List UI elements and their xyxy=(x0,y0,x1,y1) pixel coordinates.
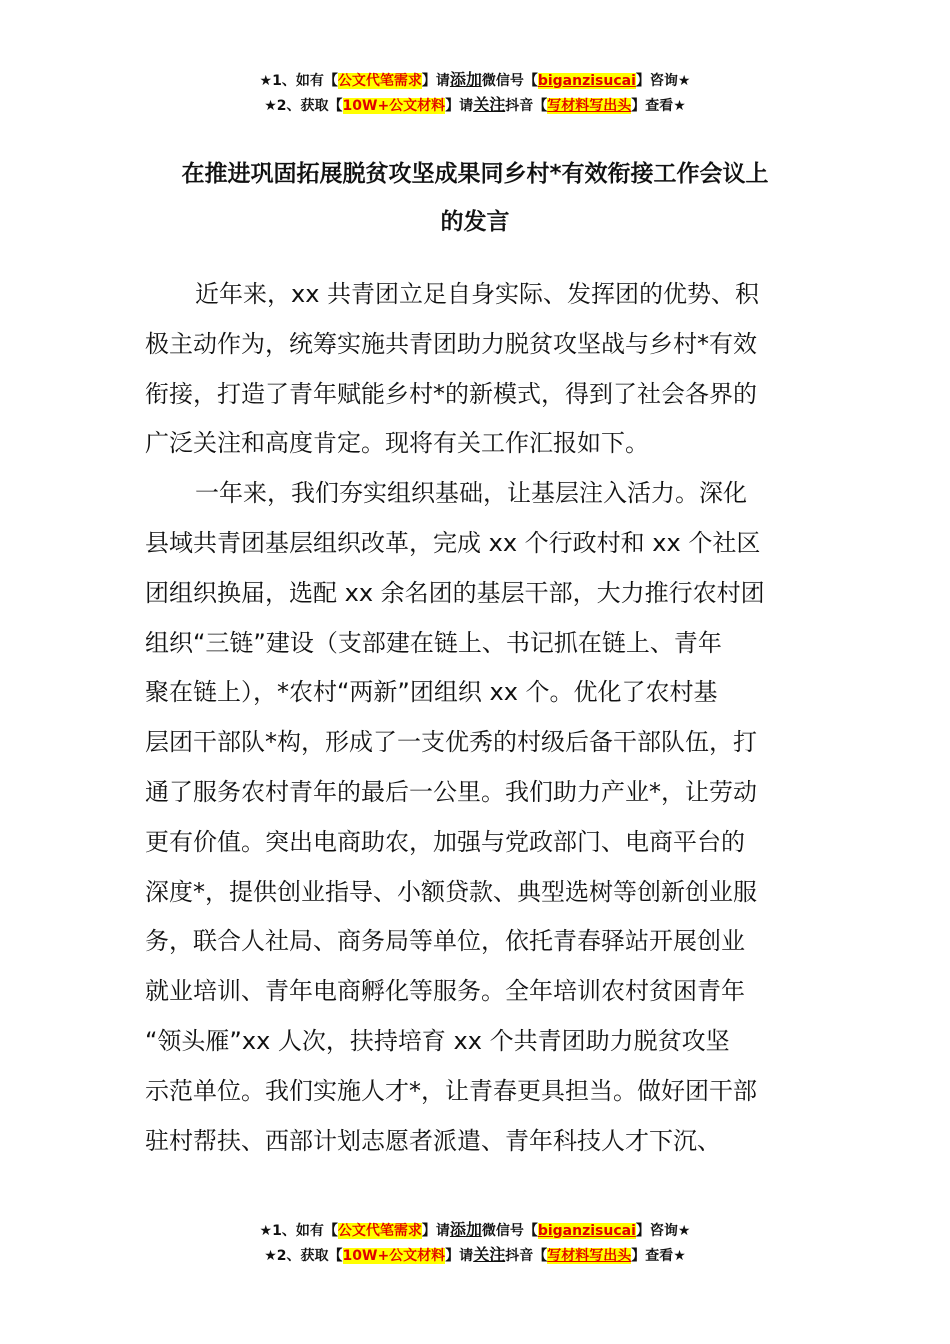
promo-text: 】请 xyxy=(421,73,450,89)
body-line: 通了服务农村青年的最后一公里。我们助力产业*，让劳动 xyxy=(145,777,757,806)
promo-line-2 xyxy=(0,93,950,118)
promo-banner-top xyxy=(0,68,950,118)
promo-highlight: 10W+公文材料 xyxy=(342,1248,446,1264)
body-line: 县域共青团基层组织改革，完成 xx 个行政村和 xx 个社区 xyxy=(145,528,761,557)
body-line: 就业培训、青年电商孵化等服务。全年培训农村贫困青年 xyxy=(145,977,745,1006)
promo-text: 】请 xyxy=(445,98,474,114)
body-line: 深度*，提供创业指导、小额贷款、典型选树等创新创业服 xyxy=(145,877,757,906)
body-line: 广泛关注和高度肯定。现将有关工作汇报如下。 xyxy=(145,429,649,458)
body-line: 聚在链上），*农村“两新”团组织 xx 个。优化了农村基 xyxy=(145,678,718,707)
promo-emphasis: 添加 xyxy=(449,1220,482,1239)
promo-text: 】请 xyxy=(445,1248,474,1264)
promo-line-2 xyxy=(0,1243,950,1268)
promo-emphasis: 关注 xyxy=(473,95,506,114)
promo-text: 】咨询★ xyxy=(635,1223,691,1239)
promo-text: 抖音【 xyxy=(505,1248,548,1264)
title-line: 在推进巩固拓展脱贫攻坚成果同乡村*有效衔接工作会议上 xyxy=(181,161,769,187)
promo-text: 】查看★ xyxy=(631,1248,686,1264)
promo-emphasis: 添加 xyxy=(449,70,482,89)
star-icon: ★ xyxy=(264,98,277,114)
promo-emphasis: 关注 xyxy=(473,1245,506,1264)
body-line: 务，联合人社局、商务局等单位，依托青春驿站开展创业 xyxy=(145,927,745,956)
star-icon: ★ xyxy=(259,1223,273,1239)
body-line: 更有价值。突出电商助农，加强与党政部门、电商平台的 xyxy=(145,827,745,856)
promo-text: 2、获取【 xyxy=(276,1248,343,1264)
promo-text: 1、如有【 xyxy=(272,73,338,89)
promo-line-1 xyxy=(0,68,950,93)
document-title xyxy=(100,150,850,246)
body-line: 极主动作为，统筹实施共青团助力脱贫攻坚战与乡村*有效 xyxy=(145,329,757,358)
promo-banner-bottom xyxy=(0,1218,950,1268)
body-line: 组织“三链”建设（支部建在链上、书记抓在链上、青年 xyxy=(145,628,722,657)
body-line: 衔接，打造了青年赋能乡村*的新模式，得到了社会各界的 xyxy=(145,379,757,408)
douyin-id: 写材料写出头 xyxy=(547,1248,632,1264)
wechat-id: biganzisucai xyxy=(537,1223,636,1239)
promo-text: 】咨询★ xyxy=(635,73,691,89)
body-line: 驻村帮扶、西部计划志愿者派遣、青年科技人才下沉、 xyxy=(145,1126,721,1155)
body-line: 层团干部队*构，形成了一支优秀的村级后备干部队伍，打 xyxy=(145,728,757,757)
body-line: 团组织换届，选配 xx 余名团的基层干部，大力推行农村团 xyxy=(145,578,765,607)
star-icon: ★ xyxy=(264,1248,277,1264)
body-line: “领头雁”xx 人次，扶持培育 xx 个共青团助力脱贫攻坚 xyxy=(145,1026,730,1055)
promo-line-1 xyxy=(0,1218,950,1243)
wechat-id: biganzisucai xyxy=(537,73,636,89)
promo-text: 微信号【 xyxy=(481,1223,538,1239)
douyin-id: 写材料写出头 xyxy=(547,98,632,114)
promo-text: 】请 xyxy=(421,1223,450,1239)
promo-highlight: 公文代笔需求 xyxy=(337,73,422,89)
document-body xyxy=(145,270,805,1166)
title-line: 的发言 xyxy=(440,209,510,235)
star-icon: ★ xyxy=(259,73,273,89)
promo-text: 1、如有【 xyxy=(272,1223,338,1239)
body-line: 一年来，我们夯实组织基础，让基层注入活力。深化 xyxy=(195,479,747,508)
promo-highlight: 公文代笔需求 xyxy=(337,1223,422,1239)
body-line: 示范单位。我们实施人才*，让青春更具担当。做好团干部 xyxy=(145,1076,757,1105)
promo-highlight: 10W+公文材料 xyxy=(342,98,446,114)
promo-text: 抖音【 xyxy=(505,98,548,114)
promo-text: 】查看★ xyxy=(631,98,686,114)
promo-text: 2、获取【 xyxy=(276,98,343,114)
promo-text: 微信号【 xyxy=(481,73,538,89)
body-line: 近年来，xx 共青团立足自身实际、发挥团的优势、积 xyxy=(195,280,760,308)
